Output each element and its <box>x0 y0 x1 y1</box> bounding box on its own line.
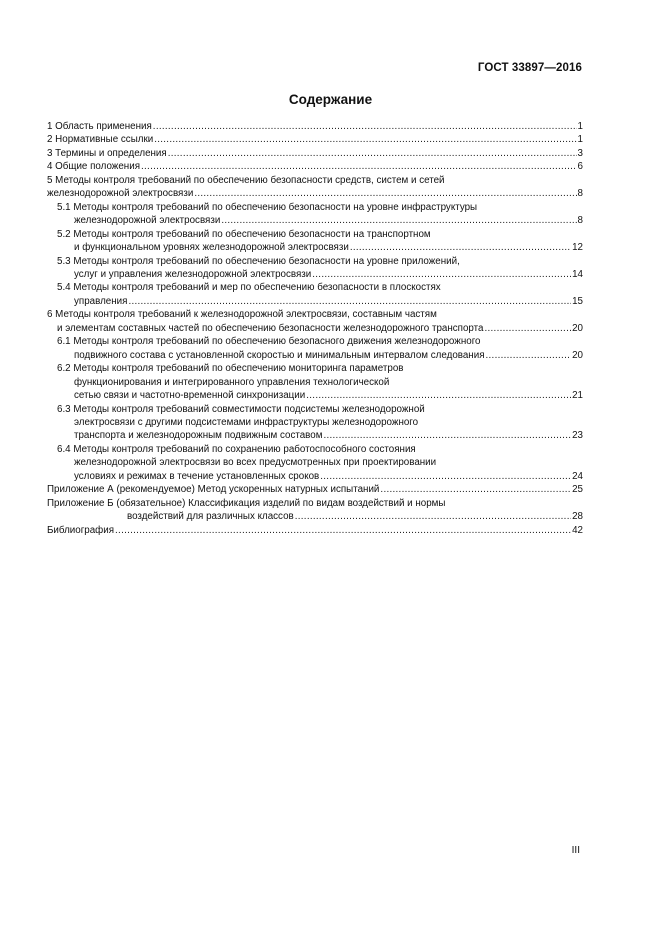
toc-leader-dots <box>194 187 576 200</box>
toc-entry[interactable] <box>47 228 583 255</box>
toc-entry-title: Приложение А (рекомендуемое) Метод ускоренных натурных испытаний <box>47 484 380 496</box>
toc-entry-title: подвижного состава с установленной скоростью и минимальным интервалом следования <box>74 349 485 361</box>
toc-entry-title: железнодорожной электросвязи во всех предусмотренных при проектировании <box>74 457 437 469</box>
toc-entry-title: 5.1 Методы контроля требований по обеспечению безопасности на уровне инфраструктуры <box>57 201 478 213</box>
toc-leader-dots <box>323 429 571 442</box>
toc-entry-title: 2 Нормативные ссылки <box>47 134 154 146</box>
toc-entry-title: железнодорожной электросвязи <box>74 215 221 227</box>
toc-entry[interactable] <box>47 524 583 537</box>
toc-entry-title: электросвязи с другими подсистемами инфраструктуры железнодорожного <box>74 416 419 428</box>
toc-page-number: 12 <box>572 242 583 254</box>
toc-leader-dots <box>486 349 572 362</box>
toc-entry[interactable] <box>47 160 583 173</box>
page-number: III <box>571 845 580 856</box>
toc-leader-dots <box>312 268 571 281</box>
toc-leader-dots <box>221 214 576 227</box>
toc-page-number: 6 <box>577 161 583 173</box>
toc-entry-title: 6.2 Методы контроля требований по обеспечению мониторинга параметров <box>57 363 404 375</box>
toc-entry[interactable] <box>47 403 583 443</box>
toc-page-number: 28 <box>572 511 583 523</box>
document-code: ГОСТ 33897—2016 <box>477 62 582 74</box>
toc-page-number: 15 <box>572 295 583 307</box>
toc-entry[interactable] <box>47 281 583 308</box>
toc-entry[interactable] <box>47 443 583 483</box>
toc-leader-dots <box>306 389 571 402</box>
toc-entry-title: 6.1 Методы контроля требований по обеспечению безопасного движения железнодорожного <box>57 336 481 348</box>
toc-page-number: 8 <box>577 215 583 227</box>
toc-entry-title: Приложение Б (обязательное) Классификация изделий по видам воздействий и нормы <box>47 497 446 509</box>
toc-entry-title: условиях и режимах в течение установленных сроков <box>74 470 320 482</box>
toc-leader-dots <box>128 295 571 308</box>
toc-entry-title: железнодорожной электросвязи <box>47 188 194 200</box>
toc-page-number: 24 <box>572 470 583 482</box>
toc-entry[interactable] <box>47 120 583 133</box>
toc-entry-title: воздействий для различных классов <box>127 511 294 523</box>
toc-entry-title: 3 Термины и определения <box>47 147 167 159</box>
table-of-contents <box>47 120 583 537</box>
toc-entry[interactable] <box>47 255 583 282</box>
toc-leader-dots <box>168 147 577 160</box>
toc-page-number: 8 <box>577 188 583 200</box>
toc-leader-dots <box>153 120 577 133</box>
toc-entry-title: 6.4 Методы контроля требований по сохранению работоспособного состояния <box>57 443 416 455</box>
toc-entry-title: 5.3 Методы контроля требований по обеспечению безопасности на уровне приложений, <box>57 255 460 267</box>
toc-leader-dots <box>380 483 571 496</box>
toc-page-number: 3 <box>577 147 583 159</box>
toc-entry-title: и элементам составных частей по обеспечению безопасности железнодорожного транспорта <box>57 322 484 334</box>
toc-entry[interactable] <box>47 362 583 402</box>
toc-entry-title: 1 Область применения <box>47 121 152 132</box>
toc-entry[interactable] <box>47 174 583 201</box>
toc-entry[interactable] <box>47 201 583 228</box>
toc-page-number: 21 <box>572 390 583 402</box>
toc-leader-dots <box>295 510 571 523</box>
toc-entry-title: транспорта и железнодорожным подвижным составом <box>74 430 323 442</box>
toc-leader-dots <box>350 241 571 254</box>
toc-entry-title: 4 Общие положения <box>47 161 140 173</box>
toc-entry[interactable] <box>47 497 583 524</box>
toc-leader-dots <box>141 160 577 173</box>
toc-entry-title: 6 Методы контроля требований к железнодорожной электросвязи, составным частям <box>47 309 437 321</box>
toc-entry[interactable] <box>47 147 583 160</box>
toc-entry[interactable] <box>47 308 583 335</box>
toc-page-number: 1 <box>577 121 583 132</box>
toc-entry[interactable] <box>47 133 583 146</box>
toc-entry-title: функционирования и интегрированного управления технологической <box>74 376 390 388</box>
toc-entry-title: сетью связи и частотно-временной синхронизации <box>74 390 306 402</box>
toc-leader-dots <box>484 322 571 335</box>
toc-page-number: 14 <box>572 268 583 280</box>
toc-page-number: 42 <box>572 524 583 536</box>
toc-entry-title: 5.4 Методы контроля требований и мер по обеспечению безопасности в плоскостях <box>57 282 441 294</box>
toc-leader-dots <box>320 470 571 483</box>
toc-leader-dots <box>115 524 571 537</box>
toc-entry-title: услуг и управления железнодорожной электросвязи <box>74 268 312 280</box>
toc-leader-dots <box>154 133 576 146</box>
toc-page-number: 23 <box>572 430 583 442</box>
toc-entry-title: 6.3 Методы контроля требований совместимости подсистемы железнодорожной <box>57 403 425 415</box>
toc-entry-title: 5 Методы контроля требований по обеспечению безопасности средств, систем и сетей <box>47 174 445 186</box>
toc-page-number: 25 <box>572 484 583 496</box>
toc-entry-title: 5.2 Методы контроля требований по обеспечению безопасности на транспортном <box>57 228 431 240</box>
page-title: Содержание <box>288 92 373 107</box>
toc-entry-title: управления <box>74 295 128 307</box>
toc-page-number: 20 <box>572 349 583 361</box>
toc-page-number: 20 <box>572 322 583 334</box>
toc-entry-title: Библиография <box>47 524 115 536</box>
toc-entry-title: и функциональном уровнях железнодорожной электросвязи <box>74 242 349 254</box>
toc-entry[interactable] <box>47 335 583 362</box>
toc-entry[interactable] <box>47 483 583 496</box>
toc-page-number: 1 <box>577 134 583 146</box>
